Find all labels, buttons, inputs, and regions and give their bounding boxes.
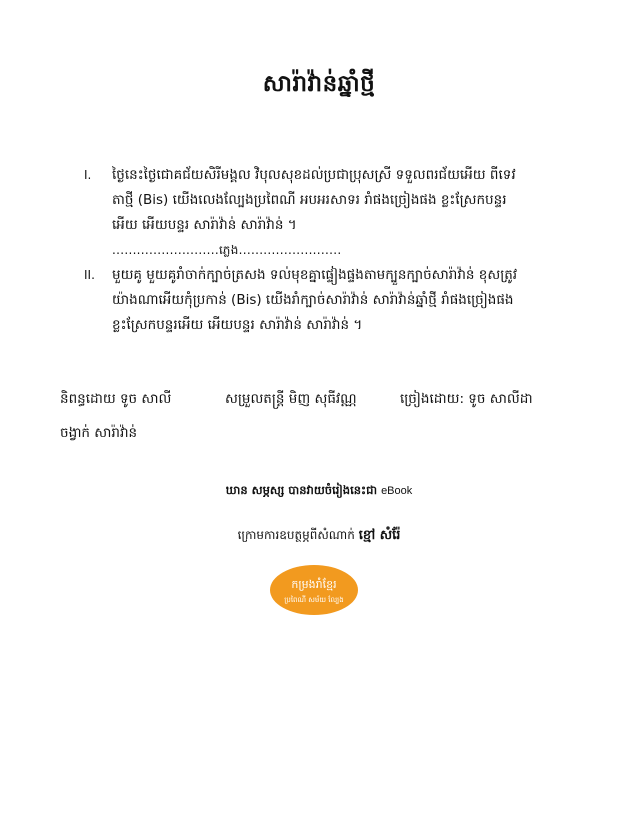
singer-credit: ច្រៀងដោយ: ទូច សាលីដា [400, 391, 533, 407]
verse-number: II. [84, 268, 95, 282]
verse-line: ថ្ងៃនេះថ្ងៃជោគជ័យសិរីមង្គល វិបុលសុខដល់ប្រជាប្រុសស្រី ទទួលពរជ័យអើយ ពីទេវ [112, 167, 516, 183]
verse-body [112, 163, 564, 263]
logo-title: កម្រងរាំខ្មែរ [291, 578, 337, 591]
music-interlude: ..........................ភ្លេង......................... [112, 243, 342, 257]
verse-number: I. [84, 168, 92, 182]
verse-line: តាថ្មី (Bis) យើងលេងល្បែងប្រពៃណី អបអរសាទរ រាំផងច្រៀងផង ខ្លះស្រែកបន្ទរ [112, 192, 507, 208]
supervision-note [0, 527, 638, 546]
verse-line: ខ្លះស្រែកបន្ទរអើយ អើយបន្ទរ សារ៉ាវ៉ាន់ សារ៉ាវ៉ាន់ ។ [112, 317, 363, 333]
verse-line: អើយ អើយបន្ទរ សារ៉ាវ៉ាន់ សារ៉ាវ៉ាន់ ។ [112, 217, 297, 233]
supervision-text: ក្រោមការឧបត្ថម្ភពីសំណាក់ [237, 528, 355, 542]
supervisor-name: ខ្មៅ សំរ៉ែ [358, 528, 401, 543]
verse-line: យ៉ាងណាអើយកុំប្រកាន់ (Bis) យើងរាំក្បាច់សារ៉ាវ៉ាន់ សារ៉ាវ៉ាន់ឆ្នាំថ្មី រាំផងច្រៀងផង [112, 292, 514, 308]
arranger-credit: សម្រួលតន្ត្រី មិញ សុធីវណ្ណ [225, 391, 357, 407]
logo-subtitle: ប្រពៃណី សម័យ ល្បែង [284, 596, 344, 604]
ebook-label: eBook [381, 485, 413, 497]
sponsor-logo [269, 564, 359, 616]
verse-line: មួយគូ មួយគូរាំចាក់ក្បាច់ត្រសង ទល់មុខគ្នាផ្ទៀងផ្ទងតាមក្បួនក្បាច់សារ៉ាវ៉ាន់ ខុសត្រូវ [112, 267, 518, 283]
typed-by-text: ឃាន សម្ភស្ស បានវាយចំរៀងនេះជា [225, 483, 378, 497]
lyricist-credit: និពន្ធដោយ ទូច សាលី [60, 391, 172, 407]
song-title: សារ៉ាវ៉ាន់ឆ្នាំថ្មី [262, 71, 376, 97]
verse-body [112, 263, 564, 338]
rhythm-credit: ចង្វាក់ សារ៉ាវ៉ាន់ [60, 425, 138, 441]
typed-by-note [0, 483, 638, 500]
